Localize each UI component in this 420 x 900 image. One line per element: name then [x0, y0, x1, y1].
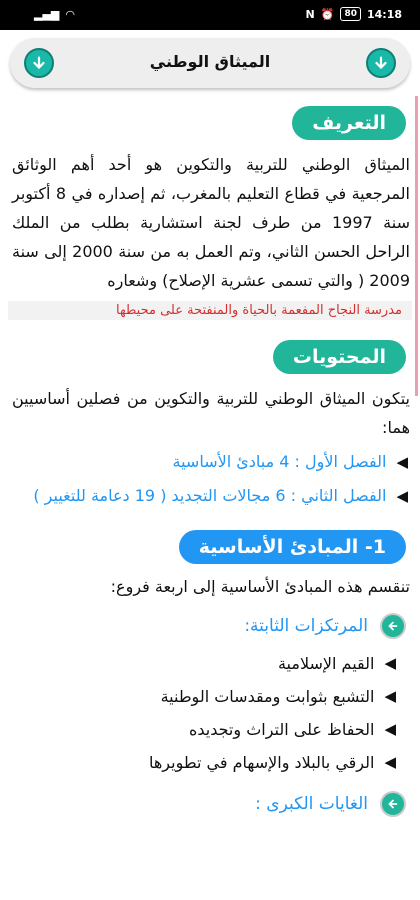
subsection-title: الغايات الكبرى :: [255, 794, 368, 814]
list-item: [0, 713, 420, 746]
subsection-title: المرتكزات الثابتة:: [244, 616, 368, 636]
list-item-label: التشبع بثوابت ومقدسات الوطنية: [160, 687, 375, 706]
status-left: [34, 8, 75, 21]
subsection-fixed-foundations[interactable]: [0, 613, 420, 639]
list-item: [0, 647, 420, 680]
nfc-icon: N: [305, 7, 315, 21]
principles-intro: تنقسم هذه المبادئ الأساسية إلى اربعة فروع:: [110, 577, 410, 596]
toc-item-chapter-1[interactable]: [0, 448, 420, 476]
triangle-bullet-icon: ◀: [396, 487, 408, 505]
triangle-bullet-icon: ◀: [384, 720, 396, 738]
app-header: [10, 38, 410, 88]
arrow-left-icon: [386, 797, 400, 811]
header-right-button[interactable]: [366, 48, 396, 78]
section-title-definition: التعريف: [292, 106, 406, 140]
triangle-bullet-icon: ◀: [396, 453, 408, 471]
definition-text: الميثاق الوطني للتربية والتكوين هو أحد أهم الوثائق المرجعية في قطاع التعليم بالمغرب، ثم إصداره في 8 أكتوبر سنة 1997 من طرف لجنة استشارية بطلب من الملك الراحل الحسن الثاني، وتم العمل به من سنة 2000 إلى سنة 2009 ( والتي تسمى عشرية الإصلاح) وشعاره: [12, 155, 411, 290]
subsection-button[interactable]: [380, 791, 406, 817]
list-item-label: الرقي بالبلاد والإسهام في تطويرها: [148, 753, 375, 772]
triangle-bullet-icon: ◀: [384, 753, 396, 771]
arrow-left-icon: [386, 619, 400, 633]
page-title: الميثاق الوطني: [149, 52, 271, 71]
clock: 14:18: [366, 7, 402, 21]
subsection-button[interactable]: [380, 613, 406, 639]
triangle-bullet-icon: ◀: [384, 654, 396, 672]
list-item: [0, 746, 420, 779]
list-item: [0, 680, 420, 713]
contents-intro: يتكون الميثاق الوطني للتربية والتكوين من فصلين أساسيين هما:: [12, 389, 410, 437]
slogan-text: مدرسة النجاح المفعمة بالحياة والمنفتحة على محيطها: [8, 301, 412, 320]
wifi-icon: ◠: [65, 8, 75, 21]
signal-icon: ▂▄▆: [34, 8, 60, 21]
battery-icon: 80: [340, 7, 361, 21]
status-bar: [0, 0, 420, 30]
status-right: [306, 7, 402, 21]
toc-item-chapter-2[interactable]: [0, 482, 420, 510]
list-item-label: الحفاظ على التراث وتجديده: [188, 720, 375, 739]
triangle-bullet-icon: ◀: [384, 687, 396, 705]
toc-item-label: الفصل الأول : 4 مبادئ الأساسية: [172, 452, 387, 471]
toc-item-label: الفصل الثاني : 6 مجالات التجديد ( 19 دعامة للتغيير ): [33, 486, 387, 505]
section-title-contents: المحتويات: [273, 340, 406, 374]
main-content[interactable]: [0, 96, 420, 900]
section-title-principles: 1- المبادئ الأساسية: [179, 530, 406, 564]
alarm-icon: ⏰: [320, 7, 335, 21]
list-item-label: القيم الإسلامية: [277, 654, 375, 673]
arrow-down-icon: [372, 54, 390, 72]
subsection-major-goals[interactable]: [0, 791, 420, 817]
